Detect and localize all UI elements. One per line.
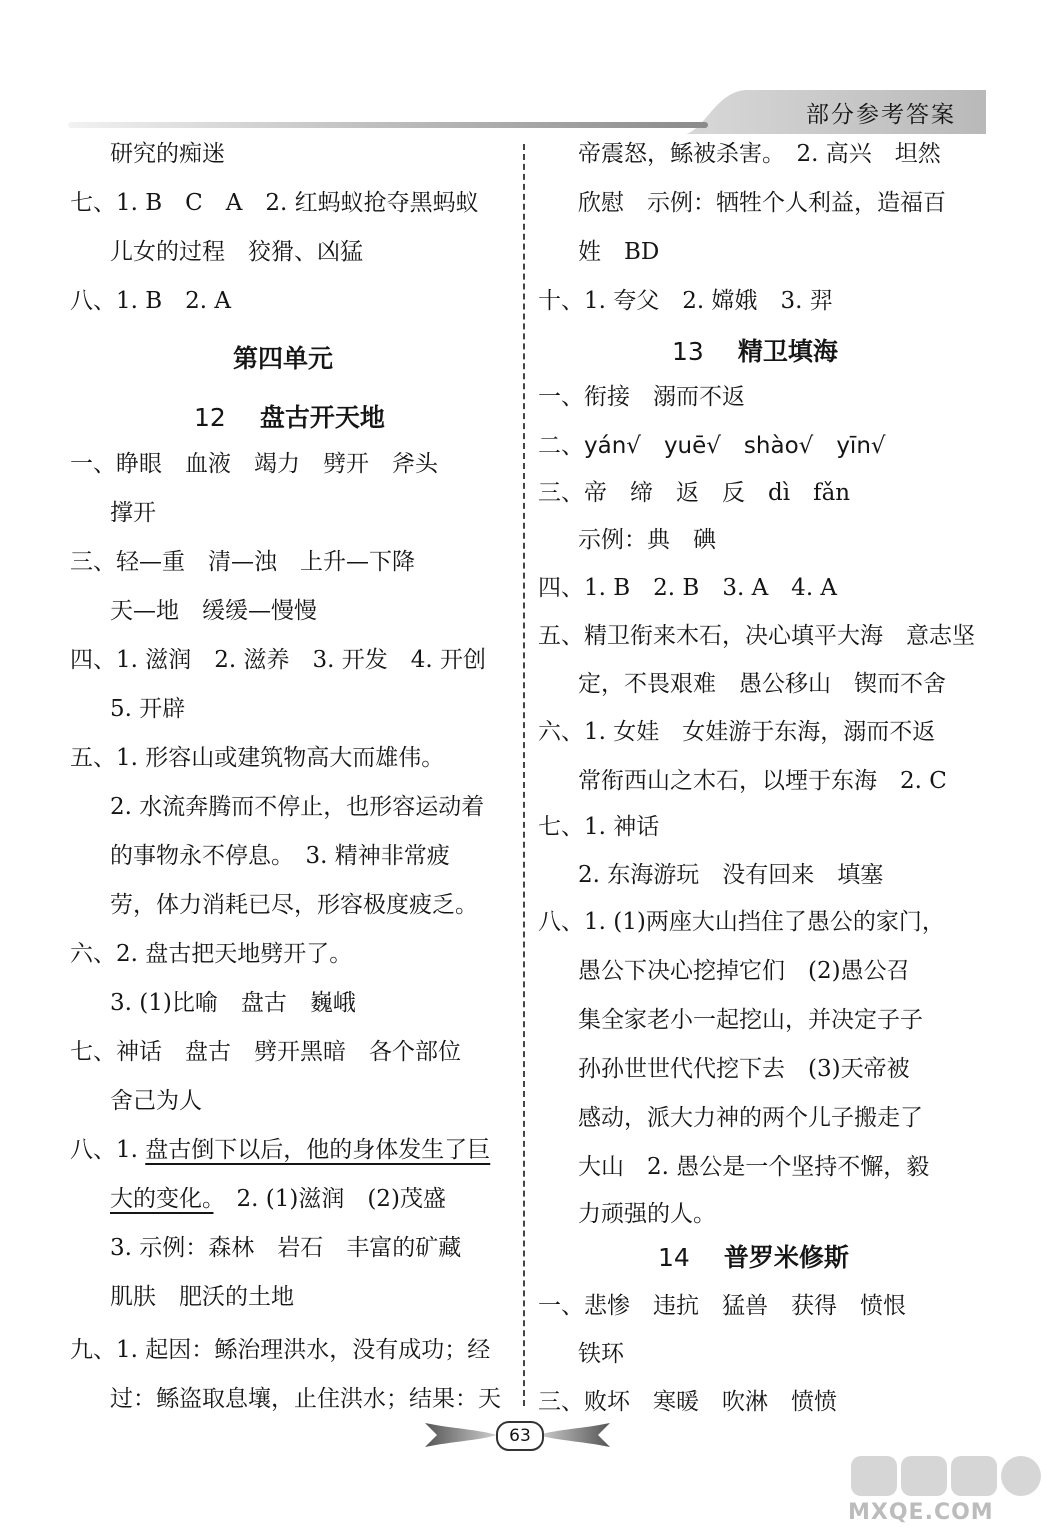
answer-line: 八、1. (1)两座大山挡住了愚公的家门， [538, 909, 945, 935]
answer-line: 四、1. B 2. B 3. A 4. A [538, 575, 838, 601]
underlined-sentence: 大的变化。 [110, 1186, 214, 1212]
lesson-number: 12 [194, 403, 226, 432]
answer-line: 欣慰 示例：牺牲个人利益，造福百 [578, 190, 946, 216]
answer-line: 肌肤 肥沃的土地 [110, 1284, 294, 1310]
answer-line: 八、1. B 2. A [70, 288, 232, 314]
answer-line: 大山 2. 愚公是一个坚持不懈，毅 [578, 1154, 930, 1180]
lesson-number: 14 [658, 1243, 690, 1272]
answer-line: 七、1. 神话 [538, 814, 660, 840]
answer-line: 三、轻—重 清—浊 上升—下降 [70, 549, 415, 575]
question-prefix: 八、1. [70, 1137, 146, 1163]
answer-line: 常衔西山之木石，以堙于东海 2. C [578, 768, 947, 794]
header-title: 部分参考答案 [806, 102, 956, 128]
answer-line: 姓 BD [578, 239, 660, 265]
header-rule [68, 122, 708, 128]
answer-line: 天—地 缓缓—慢慢 [110, 598, 317, 624]
answer-line: 六、2. 盘古把天地劈开了。 [70, 941, 353, 967]
lesson-title: 普罗米修斯 [723, 1243, 849, 1272]
answer-line: 六、1. 女娃 女娃游于东海，溺而不返 [538, 719, 936, 745]
watermark-text: MXQE.COM [848, 1500, 994, 1525]
lesson-heading-14 [658, 1242, 849, 1274]
answer-line: 七、神话 盘古 劈开黑暗 各个部位 [70, 1039, 461, 1065]
answer-line: 四、1. 滋润 2. 滋养 3. 开发 4. 开创 [70, 647, 487, 673]
lesson-heading-12 [194, 402, 385, 434]
answer-line-underlined [70, 1184, 446, 1214]
lesson-number: 13 [672, 337, 704, 366]
answer-line: 3. (1)比喻 盘古 巍峨 [110, 990, 356, 1016]
answer-line: 三、帝 缔 返 反 dì fǎn [538, 480, 851, 506]
lesson-title: 精卫填海 [737, 337, 838, 366]
answer-line: 示例：典 碘 [578, 527, 716, 553]
answer-line: 九、1. 起因：鲧治理洪水，没有成功；经 [70, 1337, 491, 1363]
page-number: 63 [496, 1421, 544, 1451]
unit-heading: 第四单元 [233, 344, 334, 373]
answer-line-pinyin: 二、yán√ yuē√ shào√ yīn√ [538, 433, 886, 459]
answer-line: 力顽强的人。 [578, 1201, 716, 1227]
answer-line: 铁环 [578, 1341, 624, 1367]
answer-line: 撑开 [110, 500, 156, 526]
answer-line-underlined [70, 1135, 490, 1165]
column-divider [523, 144, 525, 1406]
answer-line: 三、败坏 寒暖 吹淋 愤愤 [538, 1389, 837, 1415]
lesson-title: 盘古开天地 [259, 403, 385, 432]
answer-line: 一、衔接 溺而不返 [538, 384, 745, 410]
answer-line: 十、1. 夸父 2. 嫦娥 3. 羿 [538, 288, 833, 314]
answer-line: 愚公下决心挖掉它们 (2)愚公召 [578, 958, 910, 984]
answer-line: 过：鲧盗取息壤，止住洪水；结果：天 [110, 1386, 501, 1412]
answer-line: 3. 示例：森林 岩石 丰富的矿藏 [110, 1235, 462, 1261]
answer-text: 2. (1)滋润 (2)茂盛 [213, 1186, 446, 1212]
answer-line: 儿女的过程 狡猾、凶猛 [110, 239, 363, 265]
answer-line: 2. 水流奔腾而不停止，也形容运动着 [110, 794, 485, 820]
answer-line: 帝震怒，鲧被杀害。 2. 高兴 坦然 [578, 141, 941, 167]
underlined-sentence: 盘古倒下以后，他的身体发生了巨 [145, 1137, 491, 1163]
answer-line: 定，不畏艰难 愚公移山 锲而不舍 [578, 671, 946, 697]
answer-line: 五、1. 形容山或建筑物高大而雄伟。 [70, 745, 445, 771]
answer-line: 研究的痴迷 [110, 141, 225, 167]
answer-line: 舍己为人 [110, 1088, 202, 1114]
answer-line: 2. 东海游玩 没有回来 填塞 [578, 862, 884, 888]
answer-line: 一、睁眼 血液 竭力 劈开 斧头 [70, 451, 438, 477]
answer-line: 劳，体力消耗已尽，形容极度疲乏。 [110, 892, 478, 918]
lesson-heading-13 [672, 336, 838, 368]
answer-line: 五、精卫衔来木石，决心填平大海 意志坚 [538, 623, 975, 649]
answer-line: 一、悲惨 违抗 猛兽 获得 愤恨 [538, 1293, 906, 1319]
answer-line: 七、1. B C A 2. 红蚂蚁抢夺黑蚂蚁 [70, 190, 479, 216]
answer-line: 孙孙世世代代挖下去 (3)天帝被 [578, 1056, 910, 1082]
answer-line: 5. 开辟 [110, 696, 186, 722]
answer-line: 感动，派大力神的两个儿子搬走了 [578, 1105, 923, 1131]
answer-line: 的事物永不停息。 3. 精神非常疲 [110, 843, 450, 869]
answer-line: 集全家老小一起挖山，并决定子子 [578, 1007, 923, 1033]
